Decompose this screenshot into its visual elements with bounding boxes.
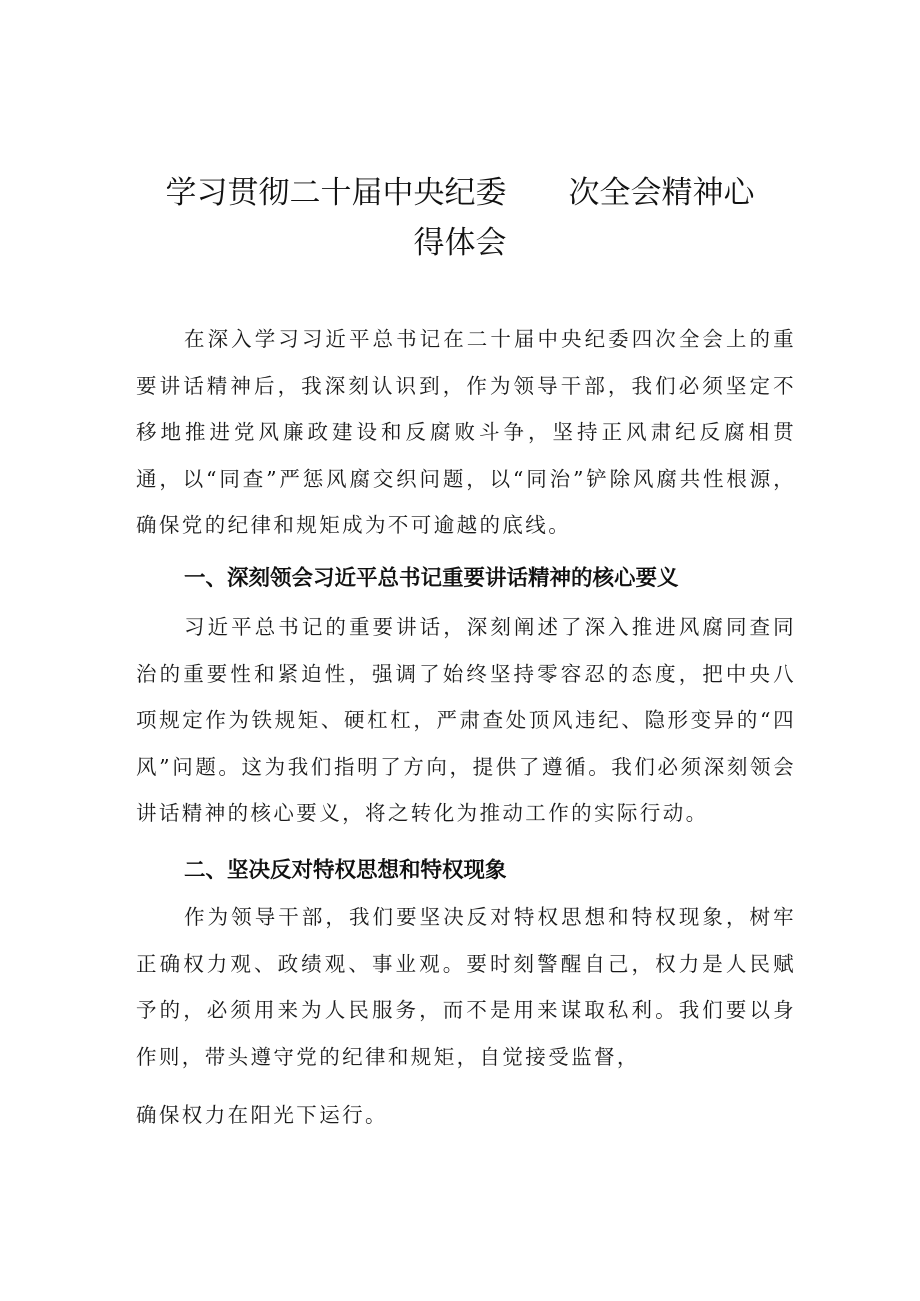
section-heading-2: 二、坚决反对特权思想和特权现象	[184, 858, 507, 883]
section-2-closing-line: 确保权力在阳光下运行。	[136, 1103, 388, 1127]
section-2-paragraph: 作为领导干部，我们要坚决反对特权思想和特权现象，树牢正确权力观、政绩观、事业观。要时刻警醒自己，权力是人民赋予的，必须用来为人民服务，而不是用来谋取私利。我们要以身作则，带头遵守党的纪律和规矩，自觉接受监督，	[136, 905, 796, 1069]
document-title-line-2: 得体会	[413, 225, 507, 261]
intro-paragraph: 在深入学习习近平总书记在二十届中央纪委四次全会上的重要讲话精神后，我深刻认识到，作为领导干部，我们必须坚定不移地推进党风廉政建设和反腐败斗争，坚持正风肃纪反腐相贯通，以“同查”严惩风腐交织问题，以“同治”铲除风腐共性根源，确保党的纪律和规矩成为不可逾越的底线。	[136, 327, 796, 537]
section-1-paragraph: 习近平总书记的重要讲话，深刻阐述了深入推进风腐同查同治的重要性和紧迫性，强调了始终坚持零容忍的态度，把中央八项规定作为铁规矩、硬杠杠，严肃查处顶风违纪、隐形变异的“四风”问题。这为我们指明了方向，提供了遵循。我们必须深刻领会讲话精神的核心要义，将之转化为推动工作的实际行动。	[136, 615, 796, 825]
section-heading-1: 一、深刻领会习近平总书记重要讲话精神的核心要义	[184, 566, 679, 591]
document-title-line-1: 学习贯彻二十届中央纪委 次全会精神心	[165, 175, 755, 211]
